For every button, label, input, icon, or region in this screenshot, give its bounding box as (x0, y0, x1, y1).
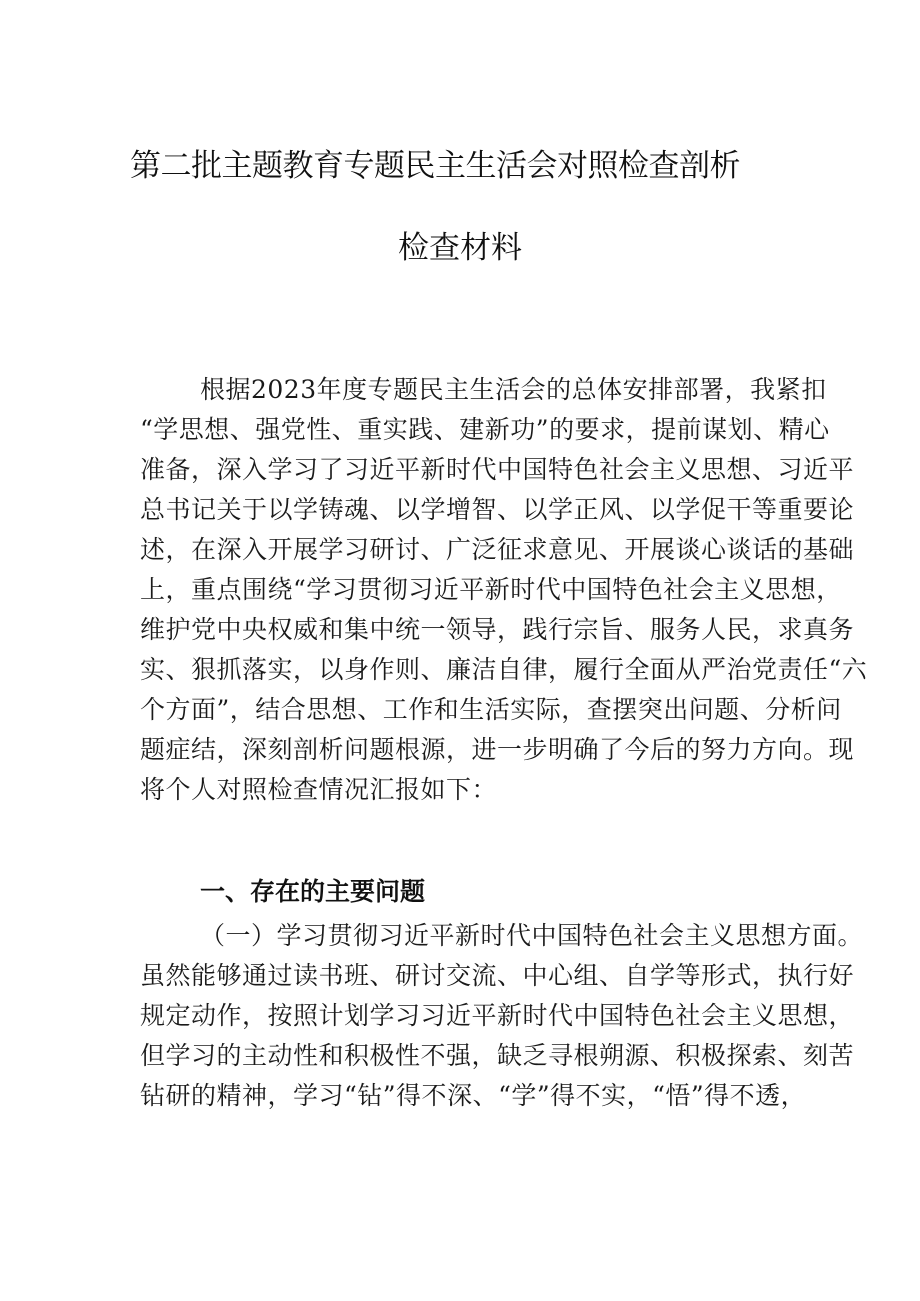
document-title-line-1: 第二批主题教育专题民主生活会对照检查剖析 (130, 148, 740, 184)
paragraph-line: 述，在深入开展学习研讨、广泛征求意见、开展谈心谈话的基础 (140, 535, 855, 564)
paragraph-line: 根据2023年度专题民主生活会的总体安排部署，我紧扣 (200, 375, 827, 404)
paragraph-line: 将个人对照检查情况汇报如下： (140, 775, 498, 804)
intro-paragraph (140, 370, 868, 810)
paragraph-line: 总书记关于以学铸魂、以学增智、以学正风、以学促干等重要论 (140, 495, 855, 524)
paragraph-line: 个方面”，结合思想、工作和生活实际，查摆突出问题、分析问 (140, 695, 842, 724)
paragraph-line: 准备，深入学习了习近平新时代中国特色社会主义思想、习近平 (140, 455, 855, 484)
paragraph-line: （一）学习贯彻习近平新时代中国特色社会主义思想方面。 (200, 921, 864, 950)
section-heading: 一、存在的主要问题 (200, 877, 426, 906)
paragraph-line: 规定动作，按照计划学习习近平新时代中国特色社会主义思想， (140, 1001, 855, 1030)
paragraph-line: 钻研的精神，学习“钻”得不深、“学”得不实，“悟”得不透， (140, 1081, 807, 1110)
section1-paragraph (140, 916, 864, 1116)
paragraph-line: “学思想、强党性、重实践、建新功”的要求，提前谋划、精心 (140, 415, 830, 444)
paragraph-line: 上，重点围绕“学习贯彻习近平新时代中国特色社会主义思想， (140, 575, 842, 604)
paragraph-line: 但学习的主动性和积极性不强，缺乏寻根朔源、积极探索、刻苦 (140, 1041, 855, 1070)
paragraph-line: 题症结，深刻剖析问题根源，进一步明确了今后的努力方向。现 (140, 735, 855, 764)
paragraph-line: 维护党中央权威和集中统一领导，践行宗旨、服务人民，求真务 (140, 615, 855, 644)
document-title-line-2: 检查材料 (398, 230, 522, 266)
paragraph-line: 虽然能够通过读书班、研讨交流、中心组、自学等形式，执行好 (140, 961, 855, 990)
paragraph-line: 实、狠抓落实，以身作则、廉洁自律，履行全面从严治党责任“六 (140, 655, 868, 684)
